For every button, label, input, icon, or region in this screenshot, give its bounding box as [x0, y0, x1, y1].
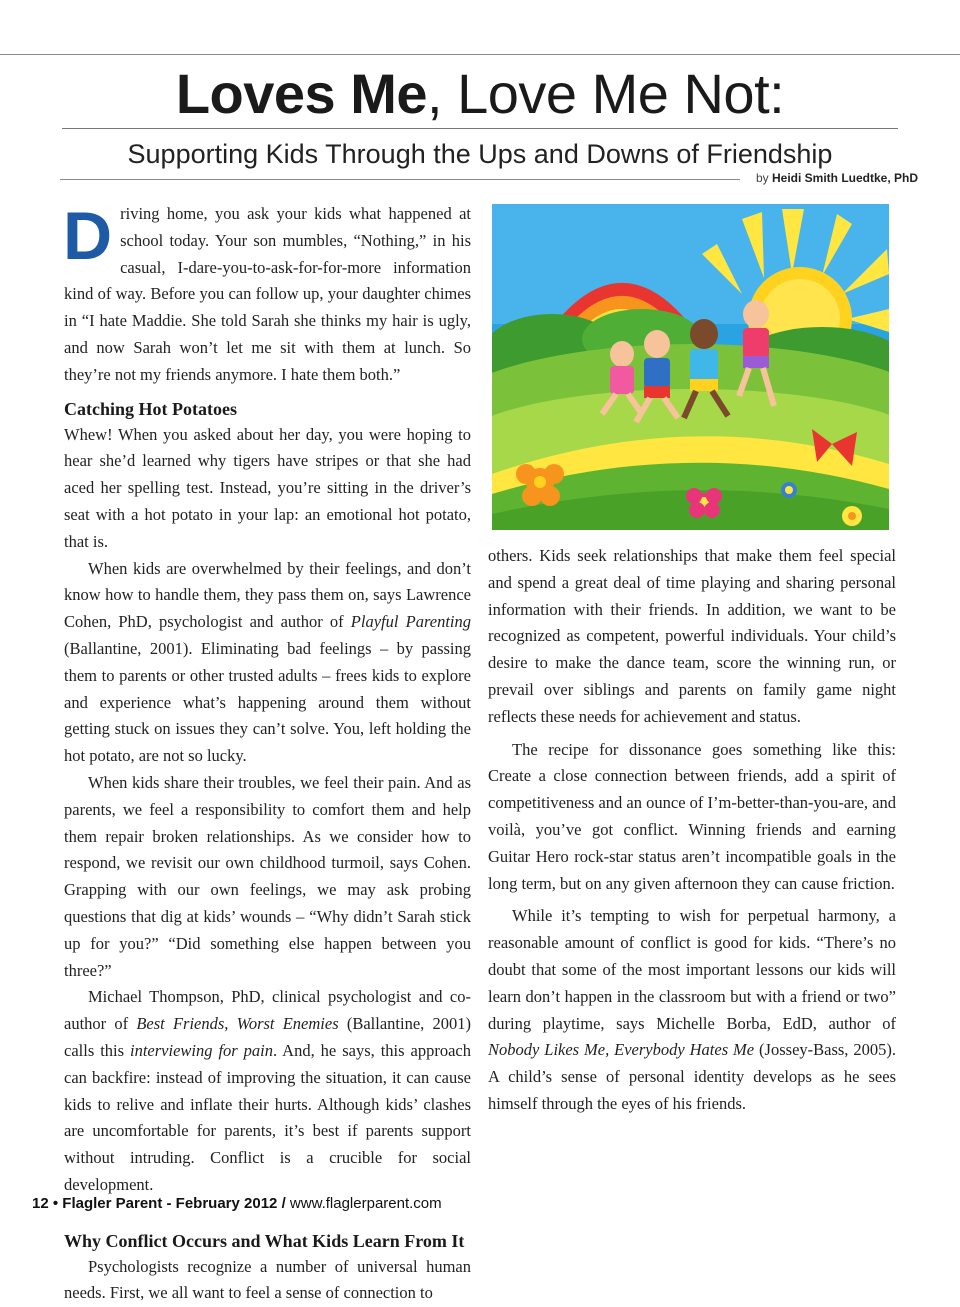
byline-prefix: by — [755, 171, 769, 185]
page-title — [0, 62, 960, 126]
page-footer — [32, 1195, 442, 1212]
paragraph: The recipe for dissonance goes something like this: Create a close connection between friends, add a spirit of competitiveness and an ounce of I’m-better-than-you-are, and voilà, you’ve got conflict. Winning friends and earning Guitar Hero rock-star status aren’t incompatible goals in the long term, but on any given afternoon they can cause friction. — [488, 739, 896, 893]
children-running-illustration — [492, 204, 889, 530]
title-rest: , Love Me Not: — [427, 62, 785, 125]
drop-cap: D — [63, 198, 113, 274]
paragraph-text: Michael Thompson, PhD, clinical psychologist and co-author of — [64, 987, 471, 1034]
byline — [756, 171, 918, 185]
title-bold: Loves Me — [175, 62, 428, 125]
article-column-left — [63, 198, 471, 1307]
footer-separator: / — [281, 1195, 286, 1212]
paragraph — [64, 984, 471, 1198]
article-column-right — [488, 543, 896, 1118]
website-link[interactable]: www.flaglerparent.com — [289, 1195, 442, 1212]
paragraph — [64, 556, 471, 770]
author-name: Heidi Smith Luedtke, PhD — [771, 171, 918, 185]
paragraph: others. Kids seek relationships that make them feel special and spend a great deal of time playing and sharing personal information with their friends. In addition, we want to be recognized as competent, powerful individuals. Your child’s desire to make the dance team, score the winning run, or prevail over siblings and parents on family game night reflects these needs for achievement and status. — [488, 546, 896, 726]
intro-paragraph — [63, 198, 471, 389]
paragraph-text: While it’s tempting to wish for perpetual harmony, a reasonable amount of conflict is good for kids. “There’s no doubt that some of the most important lessons our kids will learn don’t happen in the classroom but with a friend or two” during playtime, says Michelle Borba, EdD, author of — [488, 906, 896, 1033]
title-rule — [62, 128, 898, 129]
paragraph-text: (Ballantine, 2001) calls this — [64, 1014, 471, 1060]
paragraph-text: . And, he says, this approach can backfire: instead of improving the situation, it can cause kids to relive and inflate their hurts. Although kids’ clashes are uncomfortable for parents, it’s best if parents support without intruding. Conflict is a crucible for social development. — [64, 1040, 471, 1194]
page-subtitle: Supporting Kids Through the Ups and Downs of Friendship — [127, 139, 833, 169]
paragraph: Psychologists recognize a number of universal human needs. First, we all want to feel a sense of connection to — [64, 1256, 471, 1303]
page-number: 12 — [32, 1195, 49, 1212]
paragraph-text: (Jossey-Bass, 2005). A child’s sense of personal identity develops as he sees himself through the eyes of his friends. — [488, 1040, 896, 1113]
byline-rule — [60, 179, 740, 180]
emphasis-term: interviewing for pain — [130, 1040, 273, 1060]
top-rule — [0, 54, 960, 55]
section-heading-hot-potatoes: Catching Hot Potatoes — [64, 398, 237, 419]
paragraph-text: (Ballantine, 2001). Eliminating bad feelings – by passing them to parents or other trusted adults – frees kids to explore and experience what’s happening around them without getting stuck on issues they can’t solve. You, left holding the hot potato, are not so lucky. — [64, 638, 471, 766]
book-title: Best Friends, Worst Enemies — [136, 1014, 339, 1034]
illustration-icon — [492, 204, 889, 530]
publication-name: Flagler Parent - February 2012 — [62, 1195, 278, 1212]
footer-bullet: • — [52, 1195, 59, 1212]
paragraph: When kids share their troubles, we feel their pain. And as parents, we feel a responsibility to comfort them and help them repair broken relationships. As we consider how to respond, we revisit our own childhood turmoil, says Cohen. Grapping with our own feelings, we may ask probing questions that dig at kids’ wounds – “Why didn’t Sarah stick up for you?” “Did something else happen between you three?” — [64, 772, 471, 980]
book-title: Nobody Likes Me, Everybody Hates Me — [488, 1040, 755, 1060]
paragraph: Whew! When you asked about her day, you were hoping to hear she’d learned why tigers have stripes or that she had aced her spelling test. Instead, you’re sitting in the driver’s seat with a hot potato in your lap: an emotional hot potato, that is. — [64, 424, 471, 551]
book-title: Playful Parenting — [350, 612, 471, 632]
paragraph-text: When kids are overwhelmed by their feelings, and don’t know how to handle them, they pass them on, says Lawrence Cohen, PhD, psychologist and author of — [64, 558, 471, 632]
section-heading-why-conflict: Why Conflict Occurs and What Kids Learn From It — [64, 1230, 465, 1251]
paragraph — [488, 903, 896, 1117]
intro-text: riving home, you ask your kids what happened at school today. Your son mumbles, “Nothing,” in his casual, I-dare-you-to-ask-for-for-more information kind of way. Before you can follow up, your daughter chimes in “I hate Maddie. She told Sarah she thinks my hair is ugly, and now Sarah won’t let me sit with them at lunch. So they’re not my friends anymore. I hate them both.” — [64, 204, 471, 384]
